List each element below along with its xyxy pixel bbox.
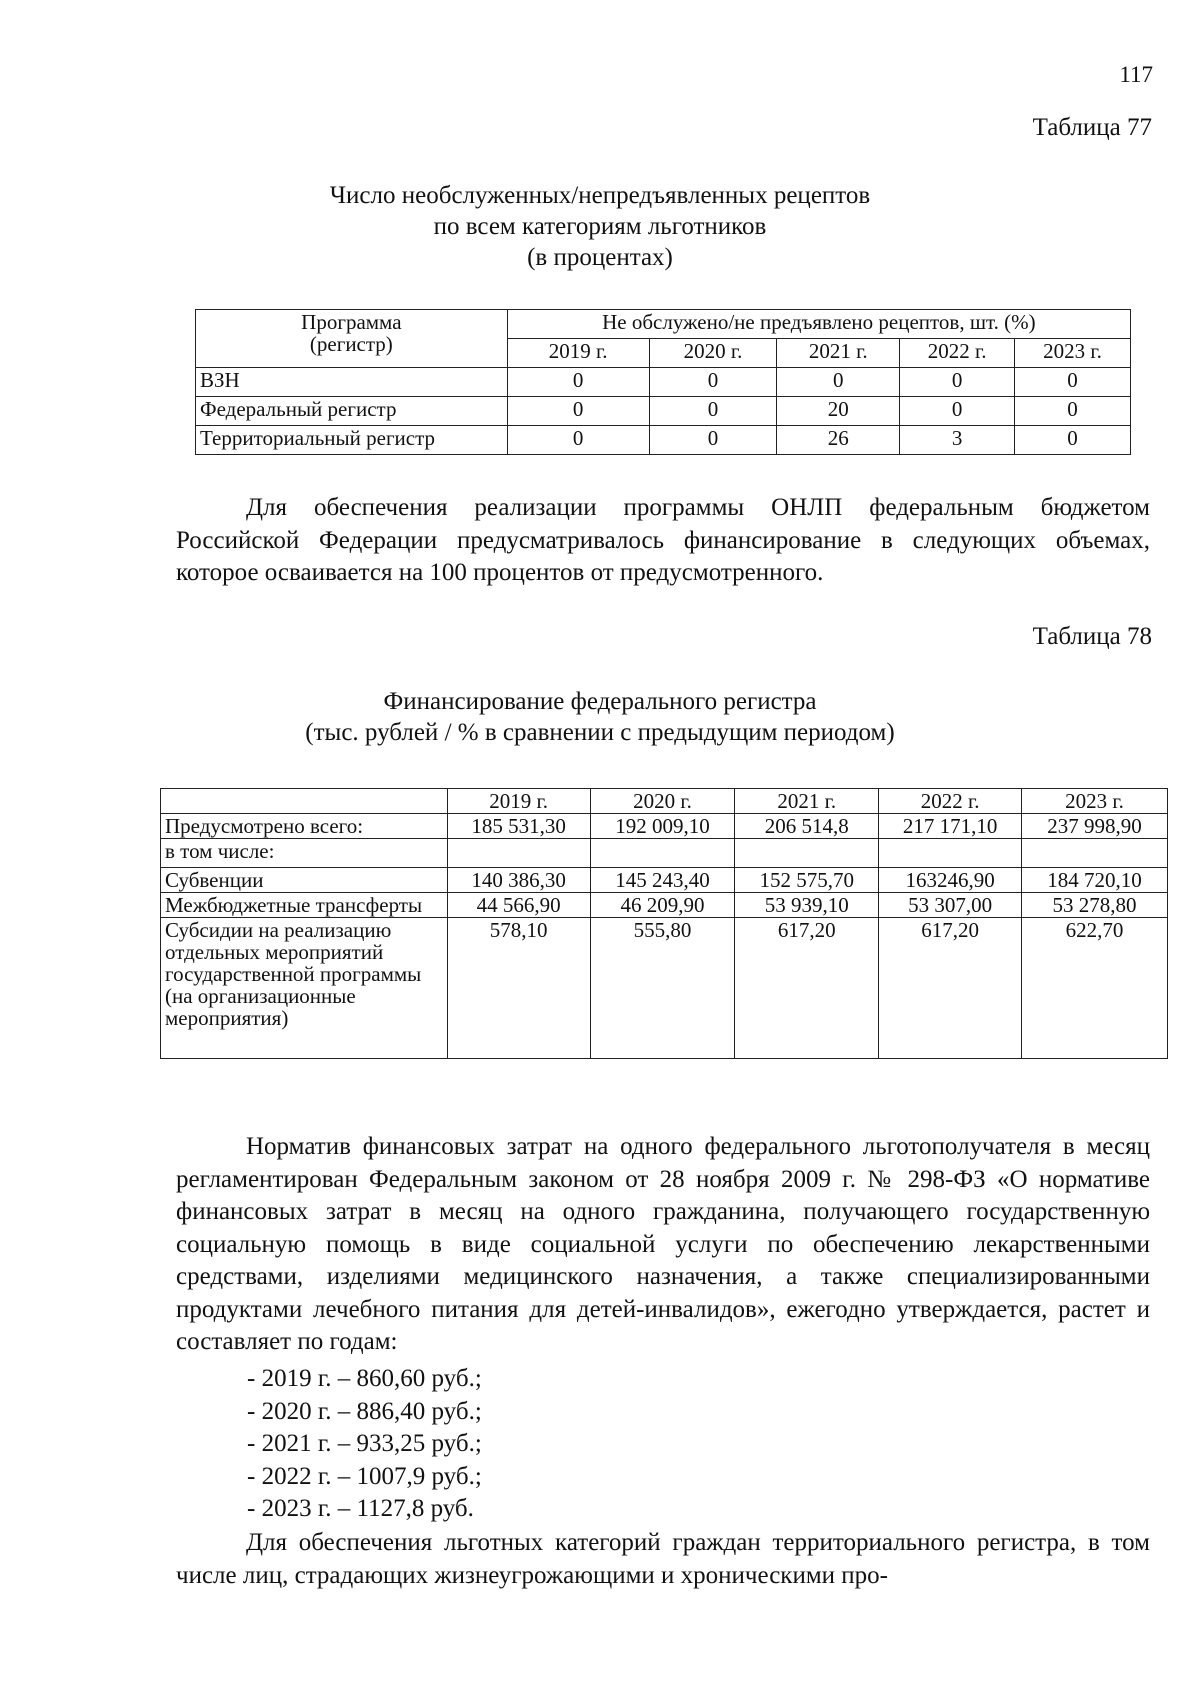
cell: [590, 839, 735, 868]
cell: 3: [900, 426, 1015, 455]
cell: [735, 839, 879, 868]
cell: 555,80: [590, 918, 735, 1059]
paragraph-1: Для обеспечения реализации программы ОНЛП федеральным бюджетом Российской Федерации предусматривалось финансирование в следующих объемах, которое осваивается на 100 процентов от предусмотренного.: [176, 494, 1150, 586]
cell: 578,10: [447, 918, 590, 1059]
row-label: ВЗН: [196, 368, 508, 397]
title-line: (в процентах): [527, 244, 673, 271]
cell: 46 209,90: [590, 893, 735, 918]
cell: 0: [900, 397, 1015, 426]
cell: 617,20: [735, 918, 879, 1059]
cell: 0: [507, 426, 649, 455]
cell: 237 998,90: [1022, 814, 1168, 839]
cell: 53 307,00: [879, 893, 1022, 918]
cell: 217 171,10: [879, 814, 1022, 839]
table-row: [161, 918, 1168, 1059]
table-77-title: [0, 180, 1200, 273]
norm-list: [247, 1363, 482, 1526]
cell: 145 243,40: [590, 868, 735, 893]
header-year: 2023 г.: [1022, 789, 1168, 814]
header-year: 2021 г.: [777, 339, 900, 368]
header-year: 2019 г.: [507, 339, 649, 368]
cell: 184 720,10: [1022, 868, 1168, 893]
cell: 0: [649, 426, 777, 455]
cell: 0: [1015, 368, 1131, 397]
header-year: 2021 г.: [735, 789, 879, 814]
row-label: Субсидии на реализацию отдельных мероприятий государственной программы (на организационные мероприятия): [161, 918, 448, 1059]
table-77-label: Таблица 77: [1032, 114, 1152, 141]
header-year: 2023 г.: [1015, 339, 1131, 368]
cell: 163246,90: [879, 868, 1022, 893]
title-line: по всем категориям льготников: [433, 213, 767, 240]
title-line: Финансирование федерального регистра: [383, 688, 817, 715]
row-label: Межбюджетные трансферты: [161, 893, 448, 918]
header-year: 2019 г.: [447, 789, 590, 814]
cell: 53 939,10: [735, 893, 879, 918]
paragraph-3: Для обеспечения льготных категорий граждан территориального регистра, в том числе лиц, страдающих жизнеугрожающими и хроническими про-: [176, 1529, 1150, 1589]
list-item: - 2019 г. – 860,60 руб.;: [247, 1365, 482, 1392]
header-year: 2020 г.: [649, 339, 777, 368]
title-line: Число необслуженных/непредъявленных рецептов: [329, 182, 871, 209]
cell: 0: [649, 368, 777, 397]
header-program-line: Программа: [301, 310, 402, 334]
cell: [447, 839, 590, 868]
cell: 0: [649, 397, 777, 426]
row-label: Федеральный регистр: [196, 397, 508, 426]
cell: [1022, 839, 1168, 868]
list-item: - 2022 г. – 1007,9 руб.;: [247, 1462, 482, 1490]
cell: [879, 839, 1022, 868]
table-78: [160, 788, 1168, 1059]
cell: 140 386,30: [447, 868, 590, 893]
cell: 53 278,80: [1022, 893, 1168, 918]
row-label: в том числе:: [161, 839, 448, 868]
table-row: [161, 814, 1168, 839]
cell: 0: [507, 368, 649, 397]
table-row: [196, 397, 1131, 426]
cell: 617,20: [879, 918, 1022, 1059]
table-row: [196, 368, 1131, 397]
cell: 0: [900, 368, 1015, 397]
cell: 44 566,90: [447, 893, 590, 918]
cell: 622,70: [1022, 918, 1168, 1059]
table-row: [161, 868, 1168, 893]
cell: 185 531,30: [447, 814, 590, 839]
header-empty: [161, 789, 448, 814]
table-78-label: Таблица 78: [1032, 623, 1152, 650]
header-program: [196, 310, 508, 368]
paragraph-2: Норматив финансовых затрат на одного федерального льготополучателя в месяц регламентирован Федеральным законом от 28 ноября 2009 г. № 298-ФЗ «О нормативе финансовых затрат в месяц на одного гражданина, получающего государственную социальную помощь в виде социальной услуги по обеспечению лекарственными средствами, изделиями медицинского назначения, а также специализированными продуктами лечебного питания для детей-инвалидов», ежегодно утверждается, растет и составляет по годам:: [176, 1133, 1150, 1355]
table-row: [161, 893, 1168, 918]
header-year: 2022 г.: [879, 789, 1022, 814]
header-program-line: (регистр): [309, 332, 393, 356]
row-label: Территориальный регистр: [196, 426, 508, 455]
table-77: [195, 309, 1131, 455]
table-78-title: [0, 686, 1200, 748]
cell: 152 575,70: [735, 868, 879, 893]
list-item: - 2020 г. – 886,40 руб.;: [247, 1397, 482, 1425]
page-number: 117: [1119, 62, 1153, 87]
cell: 206 514,8: [735, 814, 879, 839]
header-year: 2020 г.: [590, 789, 735, 814]
title-line: (тыс. рублей / % в сравнении с предыдущим периодом): [305, 719, 895, 746]
header-year: 2022 г.: [900, 339, 1015, 368]
header-group: Не обслужено/не предъявлено рецептов, шт. (%): [507, 310, 1130, 339]
cell: 26: [777, 426, 900, 455]
cell: 192 009,10: [590, 814, 735, 839]
cell: 0: [777, 368, 900, 397]
cell: 0: [1015, 397, 1131, 426]
cell: 0: [507, 397, 649, 426]
row-label: Субвенции: [161, 868, 448, 893]
cell: 20: [777, 397, 900, 426]
table-row: [161, 839, 1168, 868]
list-item: - 2023 г. – 1127,8 руб.: [247, 1495, 474, 1522]
table-row: [196, 426, 1131, 455]
cell: 0: [1015, 426, 1131, 455]
list-item: - 2021 г. – 933,25 руб.;: [247, 1430, 482, 1457]
row-label: Предусмотрено всего:: [161, 814, 448, 839]
